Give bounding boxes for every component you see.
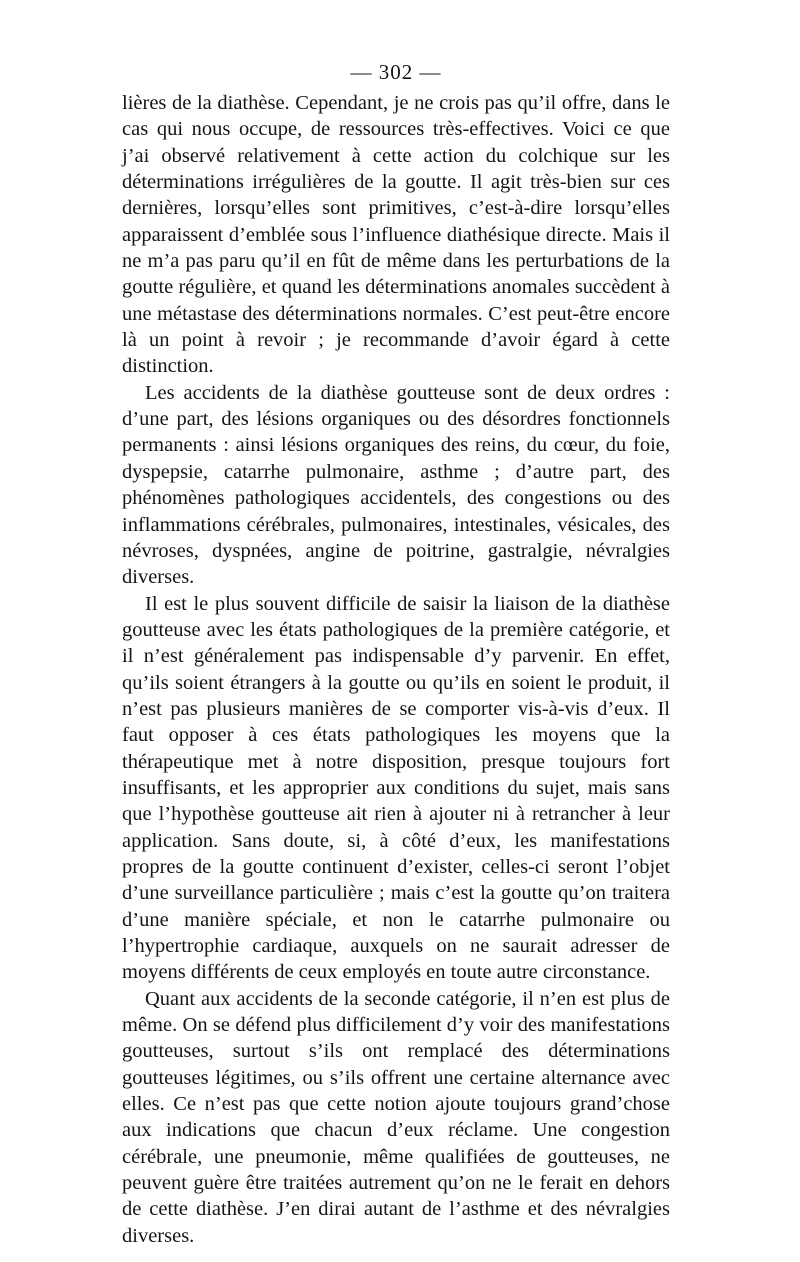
paragraph-seconde-categorie: Quant aux accidents de la seconde catégorie, il n’en est plus de même. On se défend plus difficilement d’y voir des manifestations goutteuses, surtout s’ils ont remplacé des déterminations goutteuses légitimes, ou s’ils offrent une certaine alternance avec elles. Ce n’est pas que cette notion ajoute toujours grand’chose aux indications que chacun d’eux réclame. Une congestion cérébrale, une pneumonie, même qualifiées de goutteuses, ne peuvent guère être traitées autrement qu’on ne le ferait en dehors de cette diathèse. J’en dirai autant de l’asthme et des névralgies diverses.: [122, 987, 670, 1247]
paragraph-colchique: lières de la diathèse. Cependant, je ne crois pas qu’il offre, dans le cas qui nous occupe, de ressources très-effectives. Voici ce que j’ai observé relativement à cette action du colchique sur les déterminations irrégulières de la goutte. Il agit très-bien sur ces dernières, lorsqu’elles sont primitives, c’est-à-dire lorsqu’elles apparaissent d’emblée sous l’influence diathésique directe. Mais il ne m’a pas paru qu’il en fût de même dans les perturbations de la goutte régulière, et quand les déterminations anomales succèdent à une métastase des déterminations normales. C’est peut-être encore là un point à revoir ; je recommande d’avoir égard à cette distinction.: [122, 92, 670, 378]
book-page: [122, 58, 670, 1249]
paragraph-accidents-diathese: Les accidents de la diathèse goutteuse sont de deux ordres : d’une part, des lésions organiques ou des désordres fonctionnels permanents : ainsi lésions organiques des reins, du cœur, du foie, dyspepsie, catarrhe pulmonaire, asthme ; d’autre part, des phénomènes pathologiques accidentels, des congestions ou des inflammations cérébrales, pulmonaires, intestinales, vésicales, des névroses, dyspnées, angine de poitrine, gastralgie, névralgies diverses.: [122, 381, 670, 589]
paragraph-premiere-categorie: Il est le plus souvent difficile de saisir la liaison de la diathèse goutteuse avec les états pathologiques de la première catégorie, et il n’est généralement pas indispensable d’y parvenir. En effet, qu’ils soient étrangers à la goutte ou qu’ils en soient le produit, il n’est pas plusieurs manières de se comporter vis-à-vis d’eux. Il faut opposer à ces états pathologiques les moyens que la thérapeutique met à notre disposition, presque toujours fort insuffisants, et les approprier aux conditions du sujet, mais sans que l’hypothèse goutteuse ait rien à ajouter ni à retrancher à leur application. Sans doute, si, à côté d’eux, les manifestations propres de la goutte continuent d’exister, celles-ci seront l’objet d’une surveillance particulière ; mais c’est la goutte qu’on traitera d’une manière spéciale, et non le catarrhe pulmonaire ou l’hypertrophie cardiaque, auxquels on ne saurait adresser de moyens différents de ceux employés en toute autre circonstance.: [122, 592, 670, 984]
page-number: — 302 —: [350, 60, 442, 84]
